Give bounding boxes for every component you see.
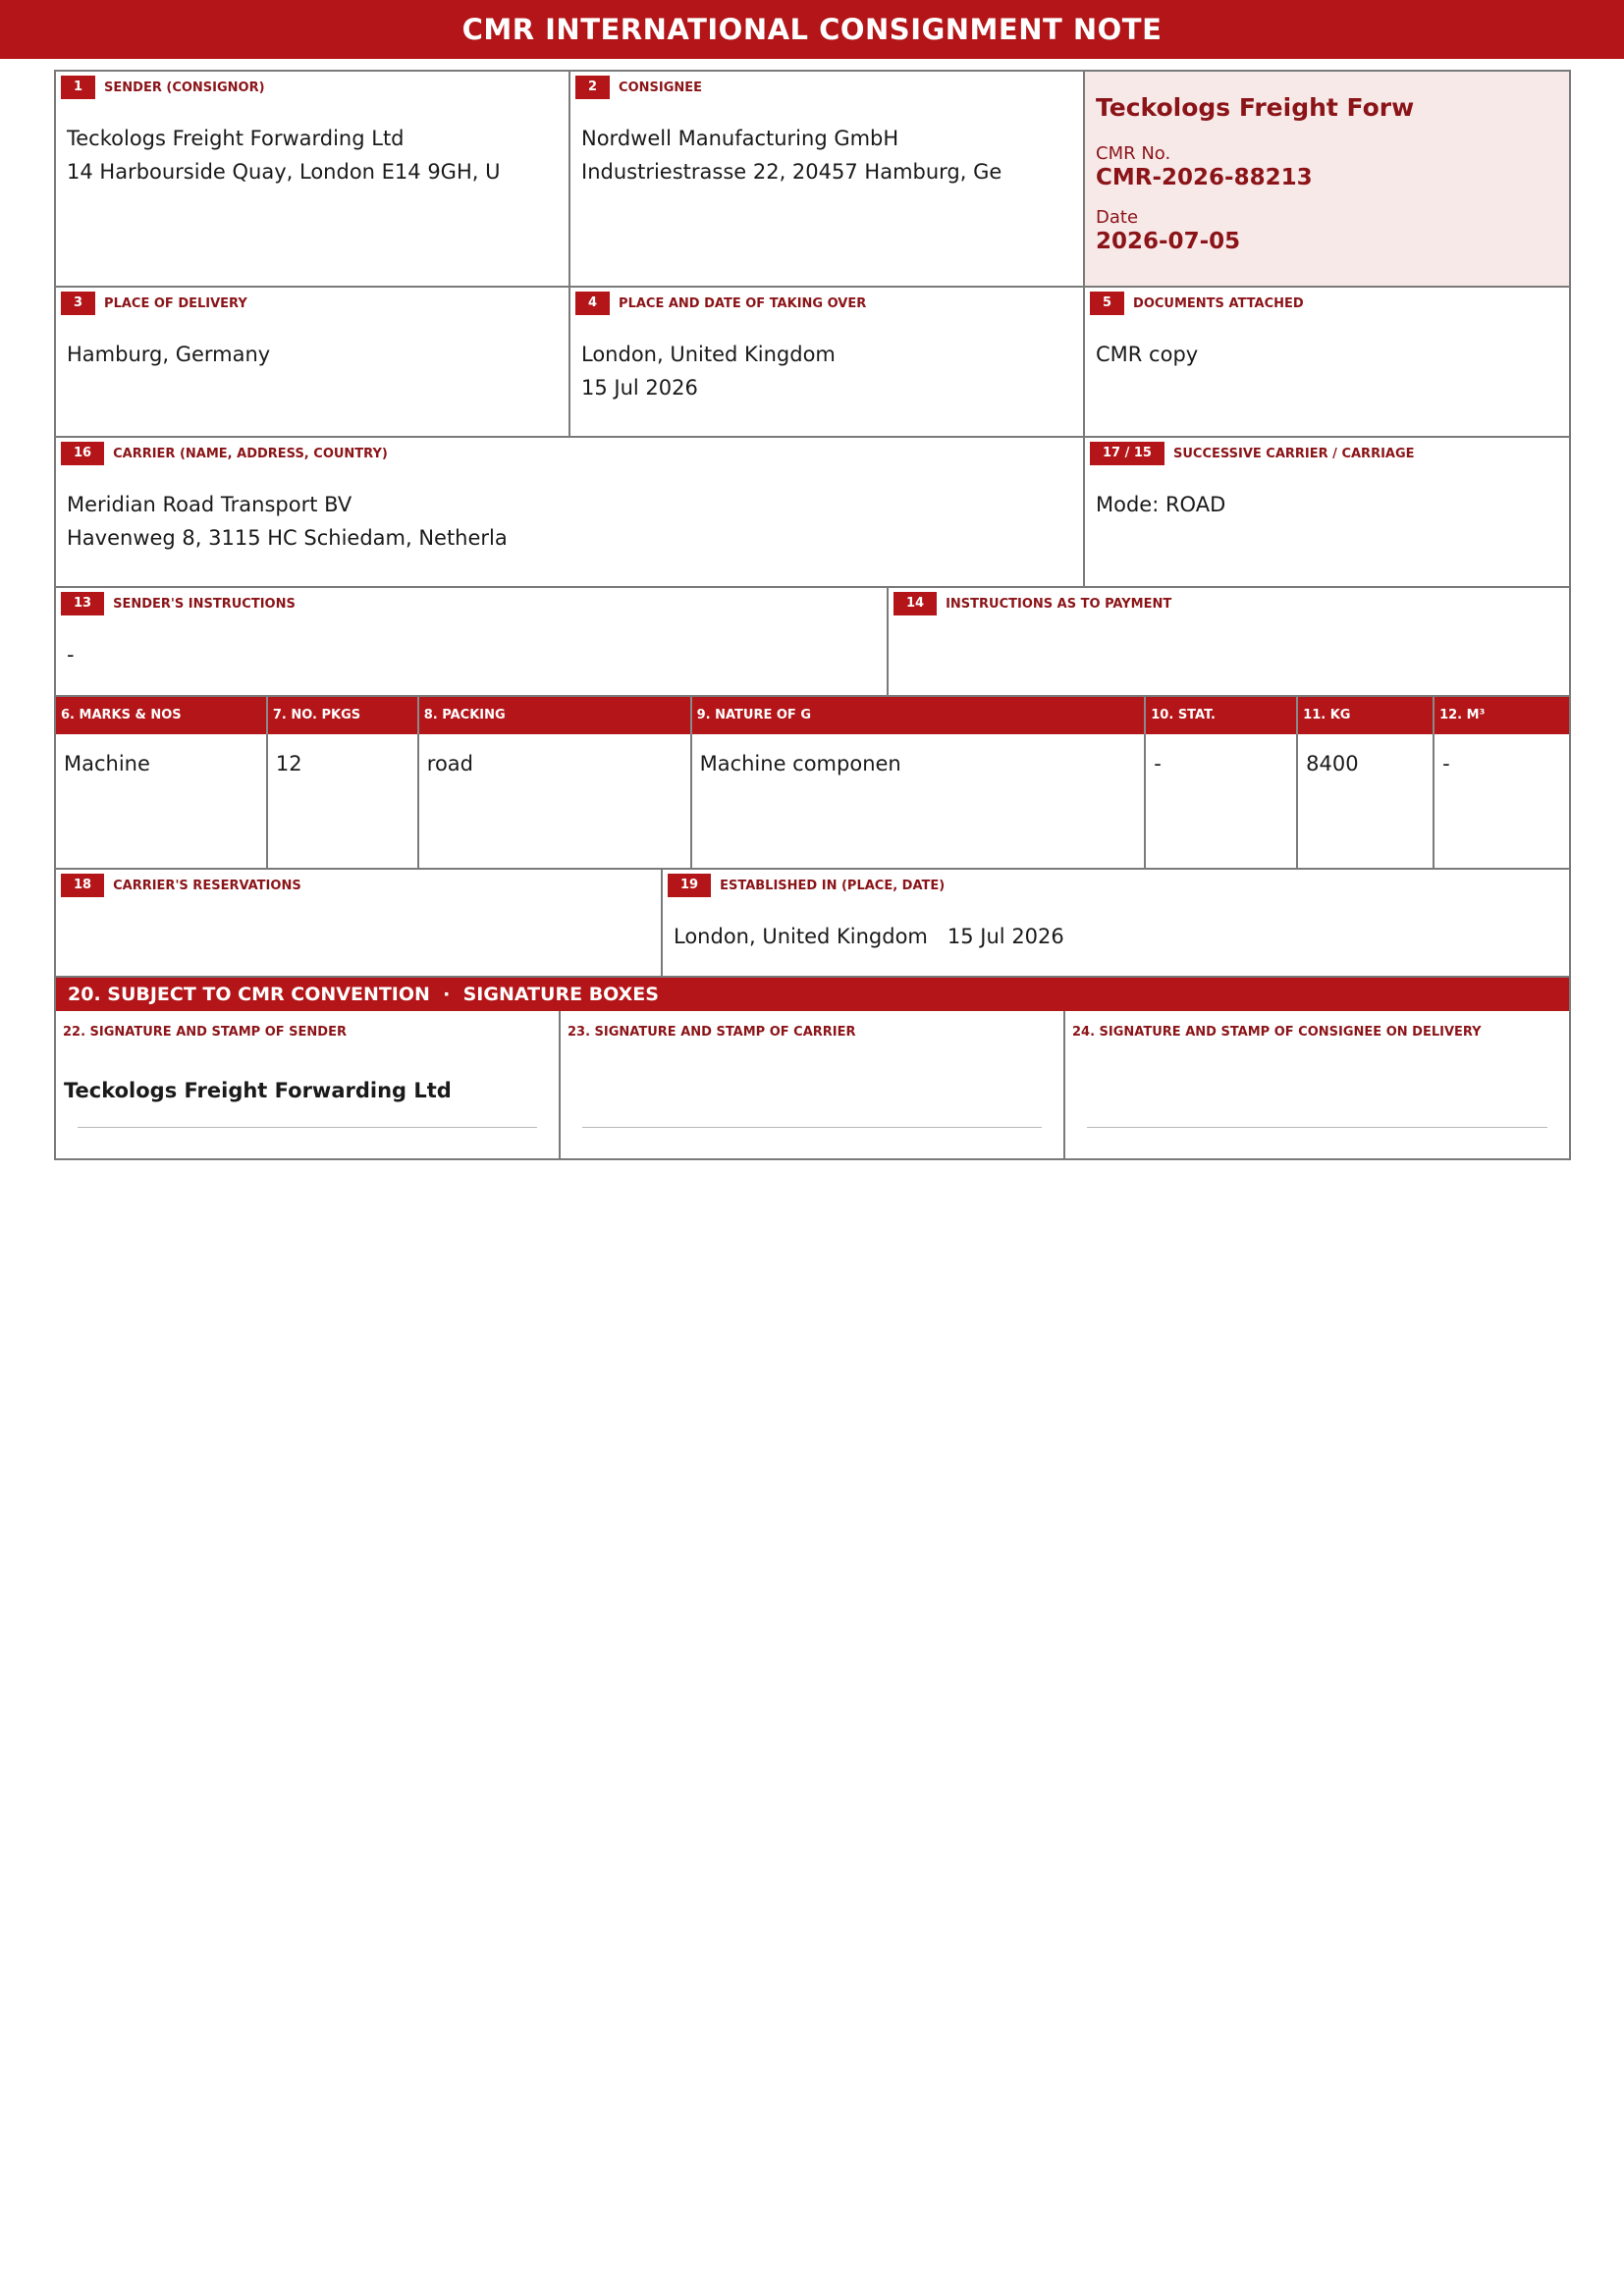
box-label: SENDER (CONSIGNOR) (104, 80, 265, 95)
signature-label: 24. SIGNATURE AND STAMP OF CONSIGNEE ON DELIVERY (1072, 1025, 1482, 1040)
box-label: SUCCESSIVE CARRIER / CARRIAGE (1172, 446, 1415, 461)
box-label: CARRIER'S RESERVATIONS (113, 878, 301, 893)
table-cell: - (1442, 752, 1450, 775)
box-payment-instructions (889, 588, 1569, 695)
taking-over-date: 15 Jul 2026 (581, 376, 698, 400)
box-number: 14 (893, 592, 937, 615)
box-documents-attached (1085, 288, 1569, 436)
signature-line (582, 1127, 1042, 1128)
box-successive-carrier (1085, 438, 1569, 586)
box-number: 2 (575, 76, 610, 99)
table-cell: - (1146, 734, 1298, 868)
signature-label: 22. SIGNATURE AND STAMP OF SENDER (63, 1025, 347, 1040)
column-header: 9. NATURE OF G (692, 697, 1147, 734)
box-label: INSTRUCTIONS AS TO PAYMENT (946, 596, 1172, 612)
signature-box-carrier (561, 1011, 1065, 1158)
cmr-number: CMR-2026-88213 (1096, 165, 1313, 190)
box-number: 18 (61, 874, 104, 897)
box-established-in (663, 870, 1569, 976)
box-label: SENDER'S INSTRUCTIONS (113, 596, 296, 612)
box-carrier (56, 438, 1085, 586)
box-label: PLACE AND DATE OF TAKING OVER (619, 295, 867, 311)
carrier-name: Meridian Road Transport BV (67, 493, 352, 516)
table-cell: 8400 (1298, 734, 1435, 868)
delivery-place: Hamburg, Germany (67, 343, 271, 366)
box-label: PLACE OF DELIVERY (104, 295, 247, 311)
cmr-number-label: CMR No. (1096, 143, 1171, 164)
convention-bar: 20. SUBJECT TO CMR CONVENTION · SIGNATURE BOXES (54, 978, 1571, 1011)
row-places (54, 288, 1571, 438)
box-place-of-delivery (56, 288, 570, 436)
box-number: 4 (575, 292, 610, 315)
sender-signature-name: Teckologs Freight Forwarding Ltd (64, 1079, 452, 1102)
carrier-address: Havenweg 8, 3115 HC Schiedam, Netherla (67, 526, 508, 550)
instructions-value: - (67, 643, 75, 667)
column-header: 11. KG (1298, 697, 1435, 734)
established-value: London, United Kingdom 15 Jul 2026 (674, 925, 1064, 948)
box-label: ESTABLISHED IN (PLACE, DATE) (720, 878, 946, 893)
box-document-info (1085, 72, 1569, 286)
carriage-mode: Mode: ROAD (1096, 493, 1226, 516)
box-sender-instructions (56, 588, 889, 695)
cmr-form (54, 70, 1571, 1160)
signature-line (1087, 1127, 1547, 1128)
document-date: 2026-07-05 (1096, 229, 1241, 254)
column-header: 12. M³ (1439, 708, 1486, 722)
box-number: 5 (1090, 292, 1124, 315)
table-row (54, 734, 1571, 870)
box-number: 1 (61, 76, 95, 99)
column-header: 7. NO. PKGS (268, 697, 419, 734)
box-number: 13 (61, 592, 104, 615)
box-label: CARRIER (NAME, ADDRESS, COUNTRY) (113, 446, 388, 461)
table-cell: Machine (56, 734, 268, 868)
table-cell: Machine componen (692, 734, 1147, 868)
box-sender (56, 72, 570, 286)
documents-value: CMR copy (1096, 343, 1199, 366)
consignee-address: Industriestrasse 22, 20457 Hamburg, Ge (581, 160, 1002, 184)
row-parties (54, 70, 1571, 288)
signature-label: 23. SIGNATURE AND STAMP OF CARRIER (568, 1025, 856, 1040)
signature-box-sender (56, 1011, 561, 1158)
goods-table-header (54, 697, 1571, 734)
document-title: CMR INTERNATIONAL CONSIGNMENT NOTE (0, 0, 1624, 59)
signature-line (78, 1127, 537, 1128)
signature-box-consignee (1065, 1011, 1569, 1158)
box-label: DOCUMENTS ATTACHED (1133, 295, 1304, 311)
table-cell: road (419, 734, 692, 868)
sender-name: Teckologs Freight Forwarding Ltd (67, 127, 405, 150)
row-instructions (54, 588, 1571, 697)
box-number: 16 (61, 442, 104, 465)
box-taking-over (570, 288, 1085, 436)
row-carrier (54, 438, 1571, 588)
box-number: 3 (61, 292, 95, 315)
column-header: 6. MARKS & NOS (56, 697, 268, 734)
box-carrier-reservations (56, 870, 663, 976)
row-reservations (54, 870, 1571, 978)
box-consignee (570, 72, 1085, 286)
row-signatures (54, 1011, 1571, 1160)
date-label: Date (1096, 207, 1139, 228)
consignee-name: Nordwell Manufacturing GmbH (581, 127, 899, 150)
taking-over-place: London, United Kingdom (581, 343, 836, 366)
company-name: Teckologs Freight Forw (1096, 93, 1415, 122)
table-cell: 12 (268, 734, 419, 868)
box-label: CONSIGNEE (619, 80, 703, 95)
box-number: 17 / 15 (1090, 442, 1164, 465)
sender-address: 14 Harbourside Quay, London E14 9GH, U (67, 160, 501, 184)
column-header: 8. PACKING (419, 697, 692, 734)
box-number: 19 (668, 874, 711, 897)
column-header: 10. STAT. (1146, 697, 1298, 734)
